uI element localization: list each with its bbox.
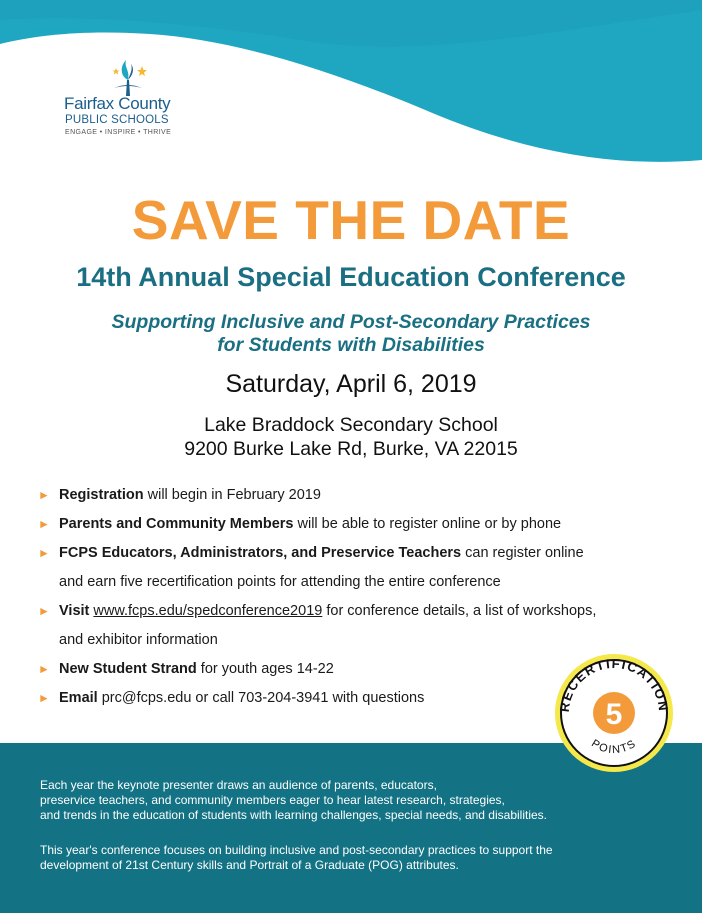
venue-name: Lake Braddock Secondary School (204, 414, 498, 436)
save-the-date-headline: SAVE THE DATE (131, 189, 571, 251)
badge-bottom-text: POINTS (589, 737, 639, 757)
arrow-bullet-icon: ► (38, 691, 50, 705)
arrow-bullet-icon: ► (38, 546, 50, 560)
bullet-parents (38, 510, 678, 539)
venue-address: 9200 Burke Lake Rd, Burke, VA 22015 (184, 438, 518, 460)
bullet-text-continued: and exhibitor information (59, 632, 218, 648)
focus-line-2: development of 21st Century skills and Portrait of a Graduate (POG) attributes. (40, 858, 459, 872)
arrow-bullet-icon: ► (38, 488, 50, 502)
conference-website-link[interactable]: www.fcps.edu/spedconference2019 (93, 603, 323, 619)
keynote-paragraph (40, 778, 680, 823)
bullet-text: can register online (461, 545, 584, 561)
bullet-bold-text: New Student Strand (59, 661, 197, 677)
arrow-bullet-icon: ► (38, 517, 50, 531)
bullet-visit (38, 597, 678, 655)
torch-icon (104, 58, 152, 98)
bullet-registration (38, 481, 678, 510)
bullet-bold-text: Registration (59, 487, 144, 503)
arrow-bullet-icon: ► (38, 604, 50, 618)
bullet-bold-text: Email (59, 690, 98, 706)
logo-name: Fairfax County (64, 94, 171, 113)
badge-number: 5 (605, 698, 623, 731)
badge-top-text: RECERTIFICATION (556, 655, 672, 713)
focus-line-1: This year's conference focuses on building inclusive and post-secondary practices to support the (40, 843, 553, 857)
bullet-text: prc@fcps.edu or call 703-204-3941 with questions (97, 690, 425, 706)
keynote-line-3: and trends in the education of students with learning challenges, special needs, and disabilities. (40, 808, 547, 822)
bullet-text: will be able to register online or by phone (293, 516, 562, 532)
keynote-line-1: Each year the keynote presenter draws an audience of parents, educators, (40, 778, 437, 792)
logo-tagline: ENGAGE • INSPIRE • THRIVE (65, 129, 172, 136)
subtitle-line-1: Supporting Inclusive and Post-Secondary Practices (111, 311, 591, 333)
bullet-text-continued: and earn five recertification points for attending the entire conference (59, 574, 501, 590)
keynote-line-2: preservice teachers, and community members eager to hear latest research, strategies, (40, 793, 505, 807)
bullet-text: for conference details, a list of workshops, (322, 603, 597, 619)
conference-title: 14th Annual Special Education Conference (76, 262, 626, 292)
event-date: Saturday, April 6, 2019 (225, 370, 477, 398)
event-venue (0, 413, 702, 461)
bullet-text: will begin in February 2019 (143, 487, 321, 503)
bullet-bold-text: Visit (59, 603, 90, 619)
focus-paragraph (40, 843, 680, 873)
recertification-badge (553, 652, 675, 774)
bullet-educators (38, 539, 678, 597)
bullet-bold-text: FCPS Educators, Administrators, and Preservice Teachers (59, 545, 462, 561)
logo-subtitle: PUBLIC SCHOOLS (65, 114, 169, 126)
arrow-bullet-icon: ► (38, 662, 50, 676)
conference-subtitle (0, 311, 702, 357)
bullet-text: for youth ages 14-22 (196, 661, 334, 677)
subtitle-line-2: for Students with Disabilities (217, 334, 485, 356)
bullet-bold-text: Parents and Community Members (59, 516, 294, 532)
